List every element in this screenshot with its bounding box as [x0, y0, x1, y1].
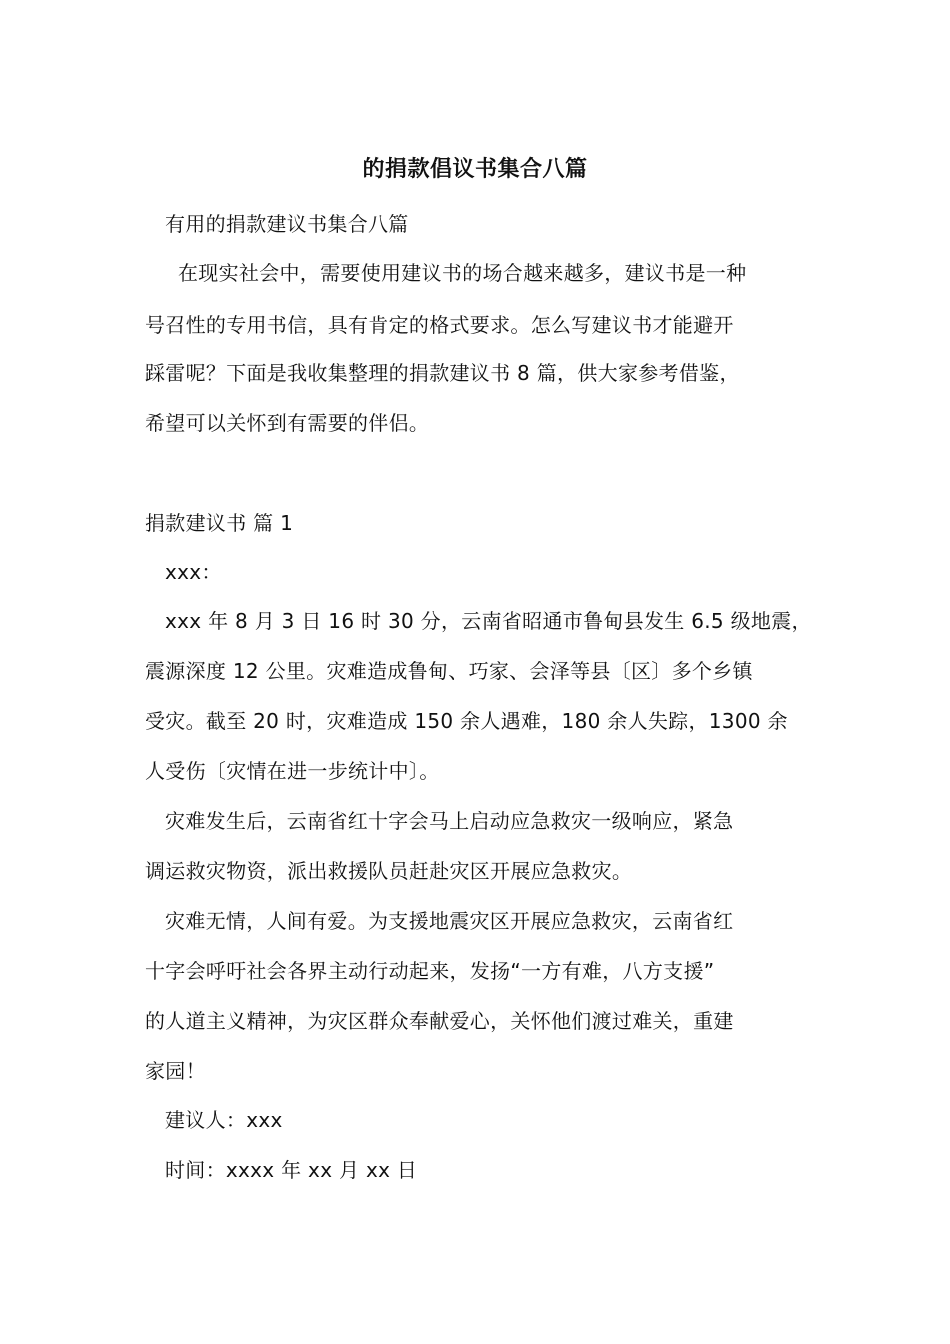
paragraph-line: 受灾。截至 20 时，灾难造成 150 余人遇难，180 余人失踪，1300 余: [145, 709, 788, 733]
salutation: xxx：: [165, 560, 222, 584]
paragraph-line: 十字会呼吁社会各界主动行动起来，发扬“一方有难，八方支援”: [145, 959, 715, 983]
paragraph-line: 灾难发生后，云南省红十字会马上启动应急救灾一级响应，紧急: [165, 809, 734, 833]
paragraph-line: 家园！: [145, 1059, 206, 1083]
paragraph-line: xxx 年 8 月 3 日 16 时 30 分，云南省昭通市鲁甸县发生 6.5 级地震，: [165, 609, 812, 633]
date: 时间：xxxx 年 xx 月 xx 日: [165, 1158, 418, 1182]
section-heading: 捐款建议书 篇 1: [145, 511, 294, 535]
document-subtitle: 有用的捐款建议书集合八篇: [165, 212, 409, 236]
paragraph-line: 的人道主义精神，为灾区群众奉献爱心，关怀他们渡过难关，重建: [145, 1009, 734, 1033]
signer: 建议人：xxx: [165, 1108, 283, 1132]
paragraph-line: 灾难无情，人间有爱。为支援地震灾区开展应急救灾，云南省红: [165, 909, 734, 933]
paragraph-line: 震源深度 12 公里。灾难造成鲁甸、巧家、会泽等县〔区〕多个乡镇: [145, 659, 753, 683]
document-title: 的捐款倡议书集合八篇: [362, 157, 588, 182]
paragraph-line: 调运救灾物资，派出救援队员赶赴灾区开展应急救灾。: [145, 859, 633, 883]
intro-line: 号召性的专用书信，具有肯定的格式要求。怎么写建议书才能避开: [145, 313, 734, 337]
paragraph-line: 人受伤〔灾情在进一步统计中〕。: [145, 759, 440, 783]
intro-line: 踩雷呢？下面是我收集整理的捐款建议书 8 篇，供大家参考借鉴，: [145, 361, 740, 385]
intro-line: 在现实社会中，需要使用建议书的场合越来越多，建议书是一种: [178, 261, 747, 285]
intro-line: 希望可以关怀到有需要的伴侣。: [145, 411, 430, 435]
